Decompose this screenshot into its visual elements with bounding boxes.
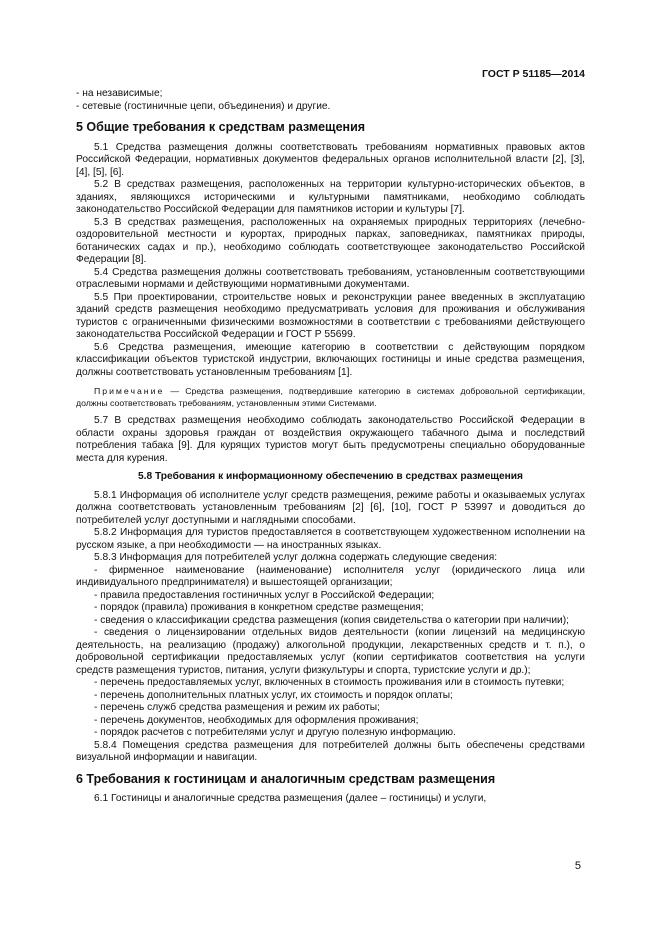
note-text: — Средства размещения, подтвердившие категорию в системах добровольной сертификации, должны соответствовать требованиям, установленным этими Системами. <box>76 386 585 408</box>
paragraph-5-8-3: 5.8.3 Информация для потребителей услуг должна содержать следующие сведения: <box>94 552 498 563</box>
list-item: - порядок (правила) проживания в конкретном средстве размещения; <box>94 602 424 613</box>
document-body <box>76 88 585 806</box>
paragraph-5-2: 5.2 В средствах размещения, расположенных на территории культурно-исторических объектов, в зданиях, являющихся историческими и культурными памятниками, необходимо соблюдать законодательство Российской Федерации для памятников истории и культуры [7]. <box>76 179 585 215</box>
paragraph-5-7: 5.7 В средствах размещения необходимо соблюдать законодательство Российской Федерации в области охраны здоровья граждан от воздействия окружающего табачного дыма и последствий потребления табака [9]. Для курящих туристов могут быть предусмотрены специально оборудованные места для курения. <box>76 415 585 464</box>
paragraph-5-1: 5.1 Средства размещения должны соответствовать требованиям нормативных правовых актов Российской Федерации, нормативных документов федеральных органов исполнительной власти [2], [3], [4], [5], [6]. <box>76 141 585 178</box>
list-item: - перечень предоставляемых услуг, включенных в стоимость проживания или в стоимость путевки; <box>94 677 565 688</box>
list-item: - перечень документов, необходимых для оформления проживания; <box>94 714 419 726</box>
subsection-5-8-heading: 5.8 Требования к информационному обеспечению в средствах размещения <box>137 471 523 482</box>
document-header: ГОСТ Р 51185—2014 <box>481 68 585 80</box>
list-item: - сведения о классификации средства размещения (копия свидетельства о категории при наличии); <box>94 614 569 626</box>
paragraph-5-8-1: 5.8.1 Информация об исполнителе услуг средств размещения, режиме работы и оказываемых услугах должна соответствовать установленным требованиям [2] [6], [10], ГОСТ Р 53997 и доводиться до потребителей услуг доступными и наглядными способами. <box>76 489 585 526</box>
page-number: 5 <box>574 860 581 872</box>
paragraph-5-8-2: 5.8.2 Информация для туристов предоставляется в соответствующем художественном исполнении на русском языке, а при необходимости — на иностранных языках. <box>76 527 585 551</box>
section-6-heading: 6 Требования к гостиницам и аналогичным средствам размещения <box>76 771 496 786</box>
note <box>76 385 585 409</box>
paragraph-6-1: 6.1 Гостиницы и аналогичные средства размещения (далее – гостиницы) и услуги, <box>94 793 487 804</box>
section-5-heading: 5 Общие требования к средствам размещения <box>76 120 366 134</box>
list-item: - правила предоставления гостиничных услуг в Российской Федерации; <box>94 589 435 601</box>
paragraph-5-3: 5.3 В средствах размещения, расположенных на охраняемых природных территориях (лечебно-оздоровительной местности и курортах, природных парках, заповедниках, памятниках природы, ботанических садах и пр.), необходимо соблюдать соответствующее законодательство Российской Федерации [8]. <box>76 216 585 265</box>
list-item: - сведения о лицензировании отдельных видов деятельности (копии лицензий на медицинскую деятельность, на реализацию (продажу) алкогольной продукции, лекарственных средств и т. п.), о добровольной сертификации предоставляемых услуг (копии сертификатов соответствия на услуги средств размещения туристов, питания, услуги физкультуры и спорта, туристские услуги и др.); <box>76 627 585 676</box>
intro-item: - сетевые (гостиничные цепи, объединения) и другие. <box>76 100 331 112</box>
list-item: - фирменное наименование (наименование) исполнителя услуг (юридического лица или индивидуального предпринимателя) и вышестоящей организации; <box>76 564 585 588</box>
list-item: - перечень дополнительных платных услуг, их стоимость и порядок оплаты; <box>94 689 453 701</box>
intro-item: - на независимые; <box>76 88 163 99</box>
paragraph-5-8-4: 5.8.4 Помещения средства размещения для потребителей должны быть обеспечены средствами визуальной информации и навигации. <box>76 739 585 763</box>
paragraph-5-4: 5.4 Средства размещения должны соответствовать требованиям, установленным соответствующими отраслевыми нормами и действующими нормативными документами. <box>76 266 585 290</box>
note-label: Примечание <box>94 386 165 396</box>
paragraph-5-6: 5.6 Средства размещения, имеющие категорию в соответствии с действующим порядком классификации объектов туристской индустрии, включающих гостиницы и иные средства размещения, должны соответствовать установленным требованиям [1]. <box>76 341 585 378</box>
paragraph-5-5: 5.5 При проектировании, строительстве новых и реконструкции ранее введенных в эксплуатацию зданий средств размещения необходимо предусматривать условия для проживания и обслуживания туристов с ограниченными физическими возможностями в соответствии с требованиями действующего законодательства Российской Федерации и ГОСТ Р 55699. <box>76 291 585 340</box>
list-item: - порядок расчетов с потребителями услуг и другую полезную информацию. <box>94 727 456 738</box>
list-item: - перечень служб средства размещения и режим их работы; <box>94 702 380 713</box>
